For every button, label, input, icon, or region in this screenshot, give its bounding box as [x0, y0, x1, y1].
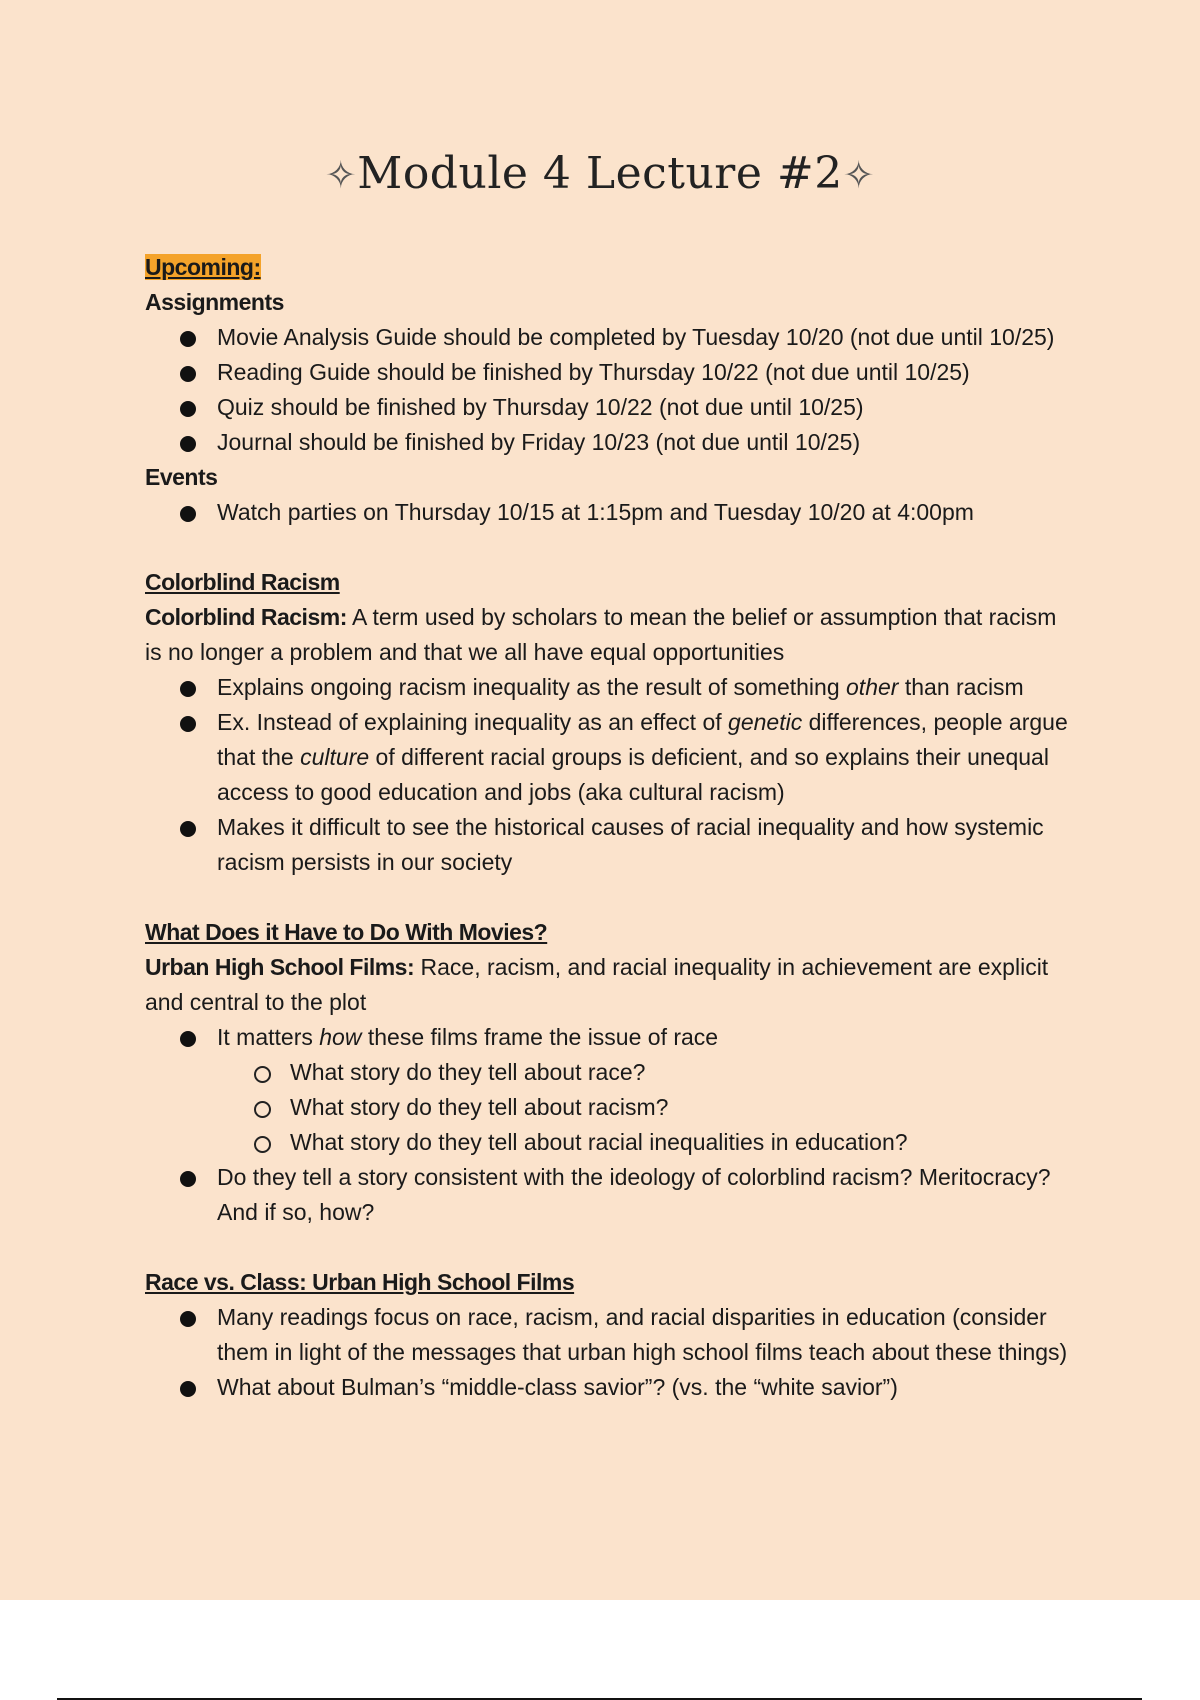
list-item: Explains ongoing racism inequality as the result of something other than racism — [217, 670, 1075, 705]
definition-term: Urban High School Films: — [145, 954, 415, 980]
notes-content — [145, 250, 1075, 1405]
sparkle-icon: ✧ — [842, 153, 876, 197]
sub-list-item: What story do they tell about racial inequalities in education? — [290, 1125, 1075, 1160]
sub-list-item: What story do they tell about racism? — [290, 1090, 1075, 1125]
list-item: Do they tell a story consistent with the ideology of colorblind racism? Meritocracy? And if so, how? — [217, 1160, 1075, 1230]
definition-text: A term used by scholars to mean the belief or assumption that racism is no longer a problem and that we all have equal opportunities — [145, 604, 1057, 665]
upcoming-highlight: Upcoming: — [145, 254, 261, 280]
list-item: Makes it difficult to see the historical causes of racial inequality and how systemic racism persists in our society — [217, 810, 1075, 880]
events-list — [145, 495, 1075, 530]
race-class-heading: Race vs. Class: Urban High School Films — [145, 1269, 575, 1295]
movies-heading: What Does it Have to Do With Movies? — [145, 919, 548, 945]
movies-list — [145, 1020, 1075, 1230]
list-item: Ex. Instead of explaining inequality as an effect of genetic differences, people argue that the culture of different racial groups is deficient, and so explains their unequal access to good education and jobs (aka cultural racism) — [217, 705, 1075, 810]
sub-list-item: What story do they tell about race? — [290, 1055, 1075, 1090]
definition-text: Race, racism, and racial inequality in achievement are explicit and central to the plot — [145, 954, 1049, 1015]
list-item: Journal should be finished by Friday 10/23 (not due until 10/25) — [217, 425, 1075, 460]
upcoming-heading — [145, 250, 1075, 285]
colorblind-list — [145, 670, 1075, 880]
page-title — [0, 148, 1200, 199]
definition-term: Colorblind Racism: — [145, 604, 347, 630]
movies-definition — [145, 950, 1075, 1020]
list-item: Many readings focus on race, racism, and racial disparities in education (consider them in light of the messages that urban high school films teach about these things) — [217, 1300, 1075, 1370]
sparkle-icon: ✧ — [324, 153, 358, 197]
list-item: What about Bulman’s “middle-class savior”? (vs. the “white savior”) — [217, 1370, 1075, 1405]
list-item: Reading Guide should be finished by Thursday 10/22 (not due until 10/25) — [217, 355, 1075, 390]
assignments-label: Assignments — [145, 289, 284, 315]
list-item: Movie Analysis Guide should be completed by Tuesday 10/20 (not due until 10/25) — [217, 320, 1075, 355]
assignments-list — [145, 320, 1075, 460]
list-item: Watch parties on Thursday 10/15 at 1:15pm and Tuesday 10/20 at 4:00pm — [217, 495, 1075, 530]
colorblind-definition — [145, 600, 1075, 670]
race-class-list — [145, 1300, 1075, 1405]
title-text: Module 4 Lecture #2 — [357, 148, 843, 199]
movies-sublist — [217, 1055, 1075, 1160]
events-label: Events — [145, 464, 218, 490]
list-item: It matters how these films frame the issue of race What story do they tell about race? What story do they tell about racism? What story do they tell about racial inequalities in education? — [217, 1020, 1075, 1160]
colorblind-heading: Colorblind Racism — [145, 569, 340, 595]
list-item: Quiz should be finished by Thursday 10/22 (not due until 10/25) — [217, 390, 1075, 425]
